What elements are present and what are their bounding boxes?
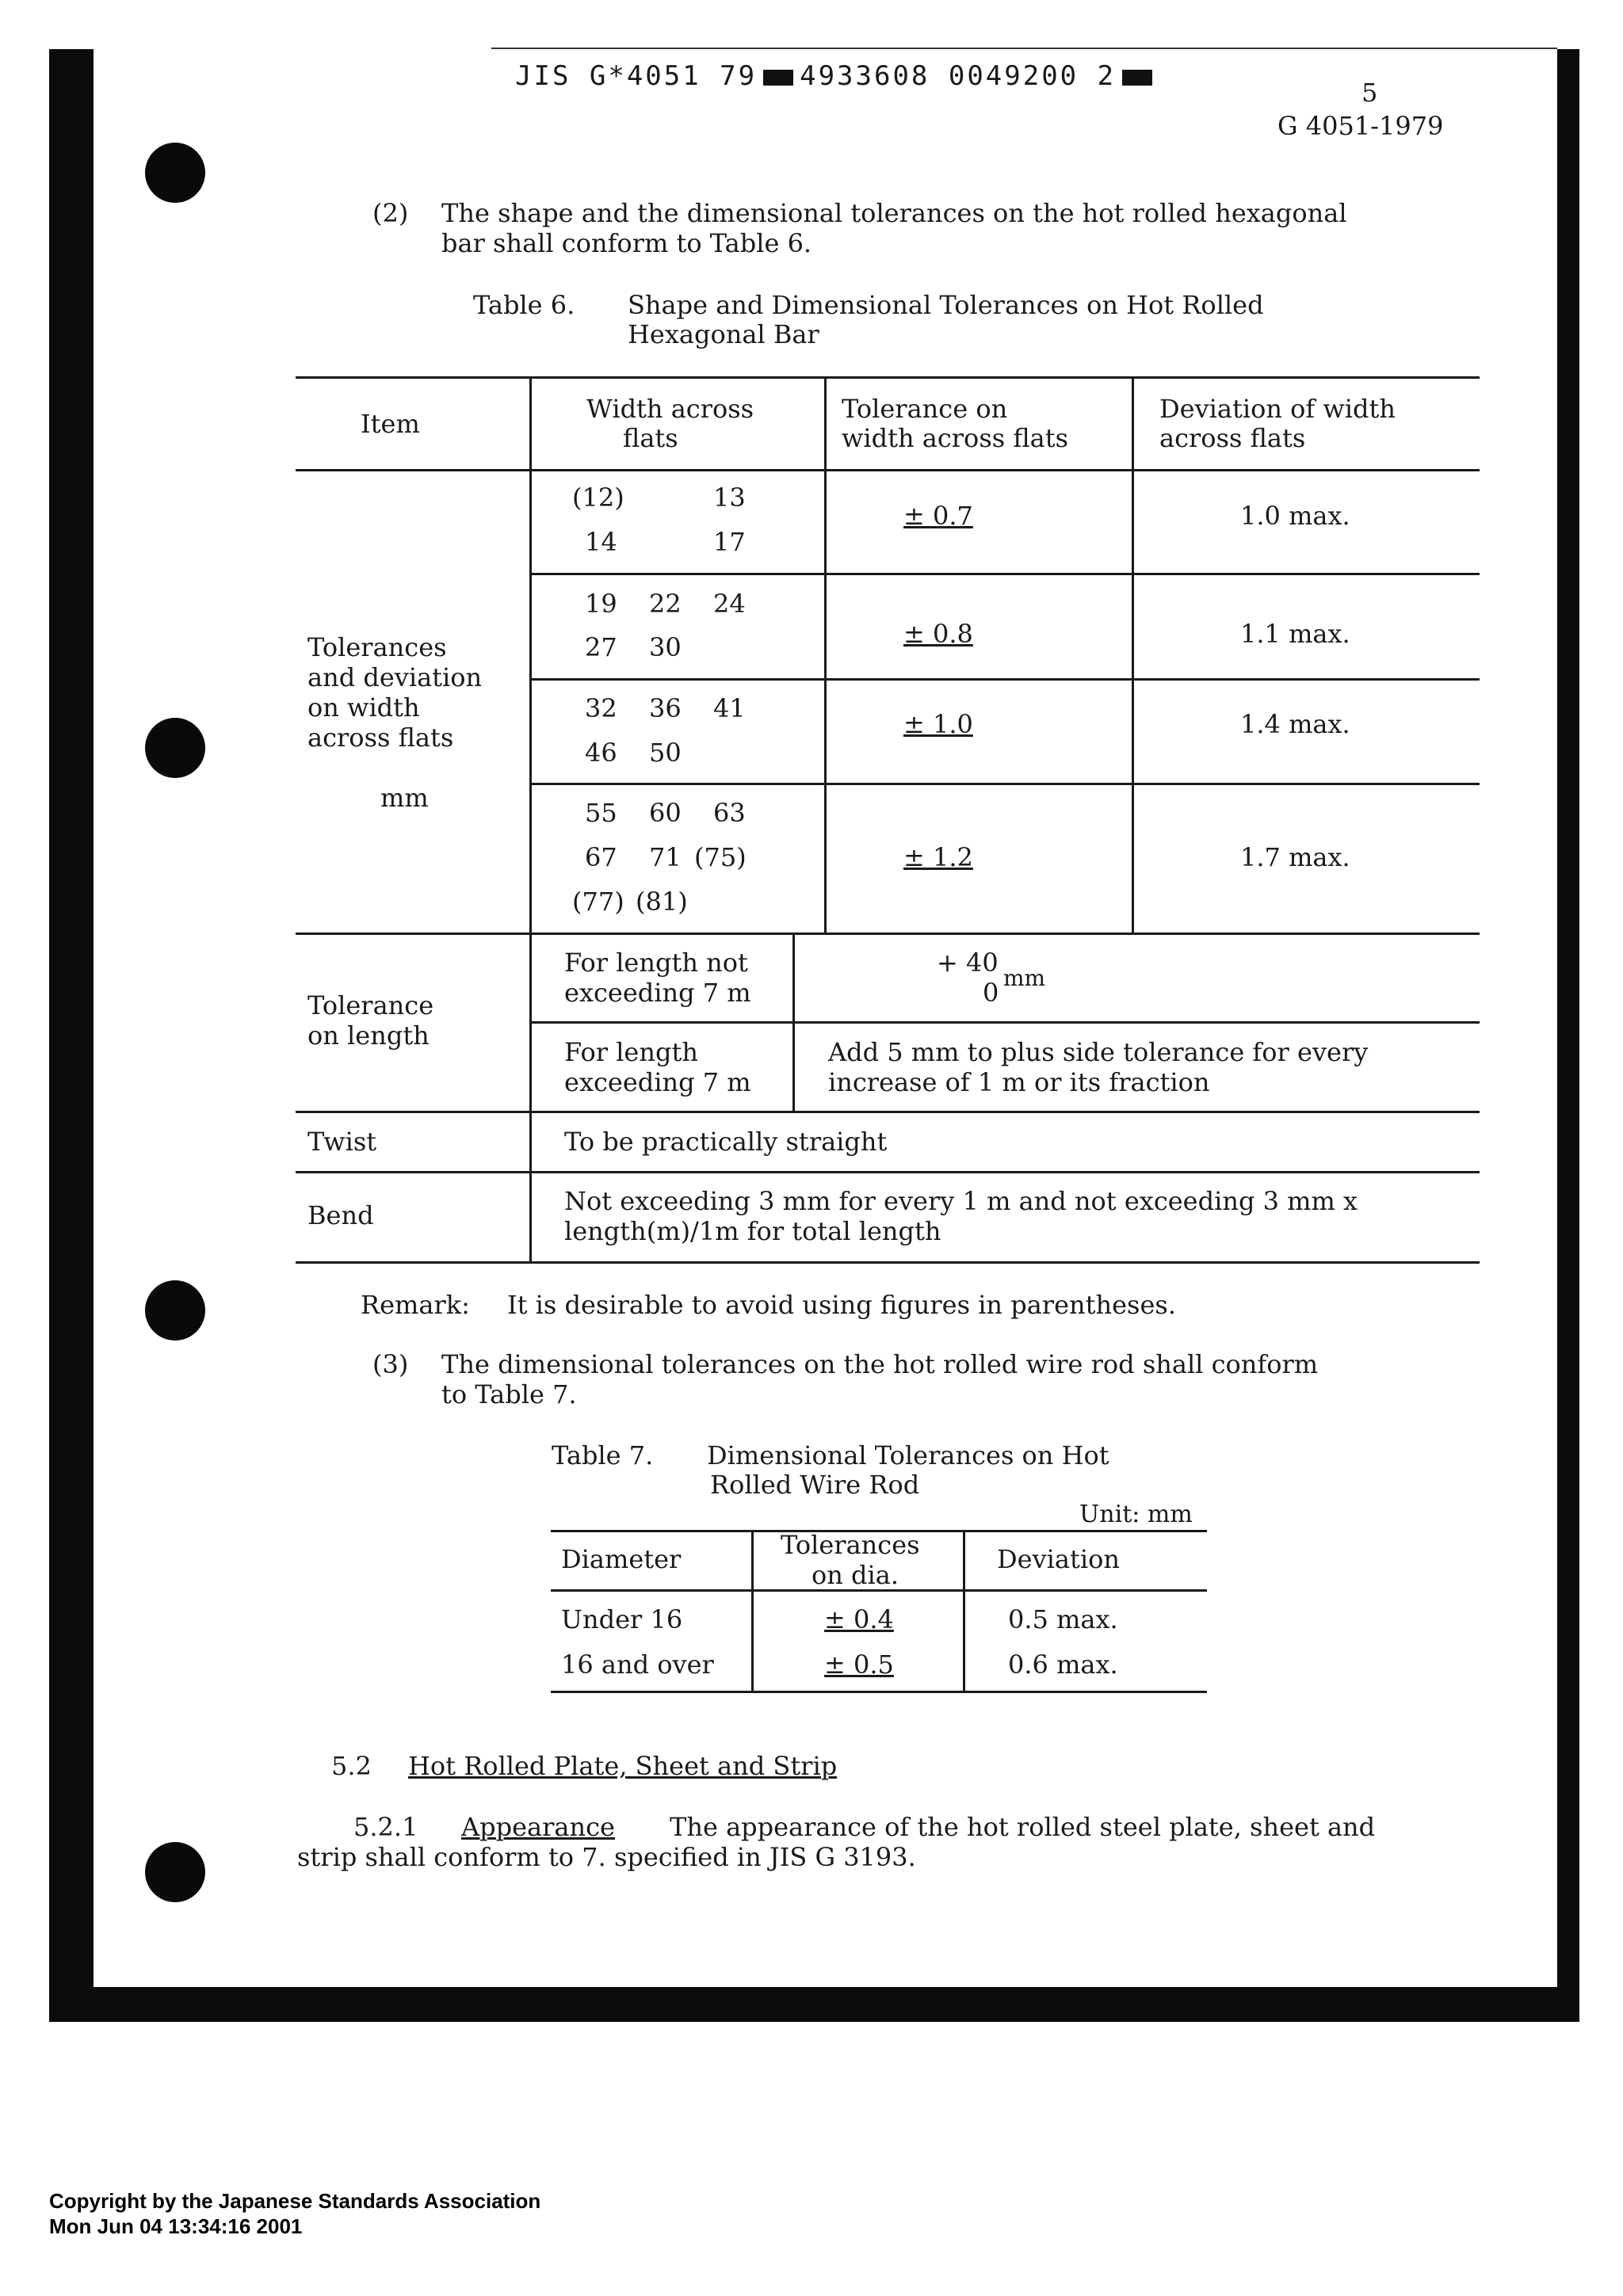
length-r1-label-1: For length not [564,948,748,978]
table-rule [551,1691,1207,1693]
header-diameter: Diameter [561,1544,682,1574]
length-r2-value-2: increase of 1 m or its fraction [828,1067,1210,1097]
doc-barcode-line [515,60,1159,92]
width-value: 27 [585,632,617,662]
header-width-2: flats [623,423,678,453]
doc-code-2: 4933608 0049200 2 [800,60,1117,92]
punch-hole [145,143,205,203]
width-value: 14 [585,527,617,557]
length-label-1: Tolerance [307,990,434,1020]
table7-caption-line-2: Rolled Wire Rod [710,1470,920,1500]
group-unit: mm [380,783,429,813]
header-tolerances-1: Tolerances [781,1530,920,1560]
table-rule [296,1111,1480,1113]
table6-caption-line-2: Hexagonal Bar [628,319,819,349]
table-rule [296,469,1480,471]
width-value: (77) [572,887,624,917]
width-value: 55 [585,798,617,828]
redaction-block [1122,70,1152,86]
scan-border-right [1557,49,1579,2022]
group-label-1: Tolerances [307,632,447,662]
section-5-2-number: 5.2 [331,1751,372,1781]
header-deviation: Deviation [997,1544,1120,1574]
para-2-line-2: bar shall conform to Table 6. [441,228,812,258]
table-rule [792,933,795,1111]
section-5-2-1-number: 5.2.1 [353,1812,418,1842]
width-value: 36 [649,693,682,723]
tolerance-value: ± 0.5 [824,1650,894,1680]
width-value: 46 [585,738,617,768]
width-value: 24 [713,589,746,619]
table-rule [1132,376,1134,933]
group-label-3: on width [307,692,420,723]
length-label-2: on length [307,1020,430,1051]
width-value: 63 [713,798,746,828]
twist-value: To be practically straight [564,1127,888,1157]
header-tolerances-2: on dia. [812,1560,899,1590]
table6-caption-label: Table 6. [473,290,575,320]
deviation-value: 1.0 max. [1240,501,1350,531]
tolerance-value: ± 0.4 [824,1604,894,1634]
width-value: (81) [636,887,688,917]
section-5-2-title: Hot Rolled Plate, Sheet and Strip [408,1751,838,1781]
deviation-value: 1.4 max. [1240,709,1350,739]
width-value: 50 [649,738,682,768]
header-deviation-2: across flats [1159,423,1306,453]
header-width-1: Width across [586,394,754,424]
section-5-2-1-text-1: The appearance of the hot rolled steel plate, sheet and [670,1812,1376,1842]
table-rule [824,376,827,933]
para-3-line-1: The dimensional tolerances on the hot rolled wire rod shall conform [441,1349,1319,1379]
section-5-2-1-text-2: strip shall conform to 7. specified in JIS G 3193. [297,1842,916,1872]
length-r2-label-1: For length [564,1037,698,1067]
tolerance-value: ± 1.0 [903,709,973,739]
header-tolerance-1: Tolerance on [842,394,1008,424]
bend-value-2: length(m)/1m for total length [564,1216,941,1246]
document-id: G 4051-1979 [1277,111,1444,141]
para-2-number: (2) [372,198,409,228]
para-2-line-1: The shape and the dimensional tolerances on the hot rolled hexagonal [441,198,1347,228]
width-value: 32 [585,693,617,723]
table-rule [963,1530,965,1691]
deviation-value: 1.7 max. [1240,842,1350,872]
width-value: 67 [585,842,617,872]
table-rule [296,376,1480,379]
twist-label: Twist [307,1127,377,1157]
width-value: (12) [572,482,624,513]
width-value: 13 [713,482,746,513]
punch-hole [145,718,205,778]
group-label-2: and deviation [307,662,483,692]
header-tolerance-2: width across flats [842,423,1069,453]
scan-border-left [49,49,94,2022]
table7-caption-line-1: Dimensional Tolerances on Hot [707,1440,1109,1470]
page-number: 5 [1361,78,1378,108]
width-value: (75) [694,842,747,872]
table6-caption-line-1: Shape and Dimensional Tolerances on Hot Rolled [628,290,1264,320]
tolerance-value: ± 0.7 [903,501,973,531]
copyright-timestamp: Mon Jun 04 13:34:16 2001 [49,2214,303,2238]
width-value: 60 [649,798,682,828]
width-value: 30 [649,632,682,662]
para-3-number: (3) [372,1349,409,1379]
copyright-line-1: Copyright by the Japanese Standards Association [49,2189,541,2213]
table7-unit: Unit: mm [1079,1501,1193,1528]
length-r1-unit: mm [1003,965,1046,991]
table-rule [529,376,532,1264]
table-rule [751,1530,754,1691]
section-5-2-1-title: Appearance [461,1812,615,1842]
table-rule [296,933,1480,935]
table-rule [296,1171,1480,1173]
punch-hole [145,1842,205,1902]
copyright-notice [49,2188,540,2239]
table-rule [531,1021,1480,1024]
length-r2-value-1: Add 5 mm to plus side tolerance for every [828,1037,1369,1067]
length-r1-zero: 0 [983,978,999,1008]
deviation-value: 1.1 max. [1240,619,1350,649]
length-r1-label-2: exceeding 7 m [564,978,751,1008]
table-rule [531,678,1480,681]
bend-label: Bend [307,1200,374,1230]
table-rule [531,573,1480,575]
tolerance-value: ± 1.2 [903,842,973,872]
diameter-value: 16 and over [561,1650,714,1680]
width-value: 22 [649,589,682,619]
scan-border-bottom [49,1987,1579,2022]
table-rule [531,783,1480,785]
remark-text: It is desirable to avoid using figures in parentheses. [507,1290,1176,1320]
deviation-value: 0.6 max. [1008,1650,1118,1680]
table7-caption-label: Table 7. [552,1440,654,1470]
width-value: 19 [585,589,617,619]
width-value: 17 [713,527,746,557]
group-label-4: across flats [307,723,454,753]
width-value: 41 [713,693,746,723]
redaction-block [763,70,793,86]
remark-label: Remark: [361,1290,470,1320]
bend-value-1: Not exceeding 3 mm for every 1 m and not exceeding 3 mm x [564,1186,1358,1216]
width-value: 71 [649,842,682,872]
header-deviation-1: Deviation of width [1159,394,1396,424]
deviation-value: 0.5 max. [1008,1604,1118,1634]
header-item: Item [361,409,420,439]
tolerance-value: ± 0.8 [903,619,973,649]
length-r1-plus: + 40 [937,948,999,978]
doc-code-1: JIS G*4051 79 [515,60,758,92]
top-rule [491,48,1557,49]
punch-hole [145,1280,205,1341]
diameter-value: Under 16 [561,1604,683,1634]
table-rule [296,1261,1480,1264]
para-3-line-2: to Table 7. [441,1379,577,1409]
length-r2-label-2: exceeding 7 m [564,1067,751,1097]
